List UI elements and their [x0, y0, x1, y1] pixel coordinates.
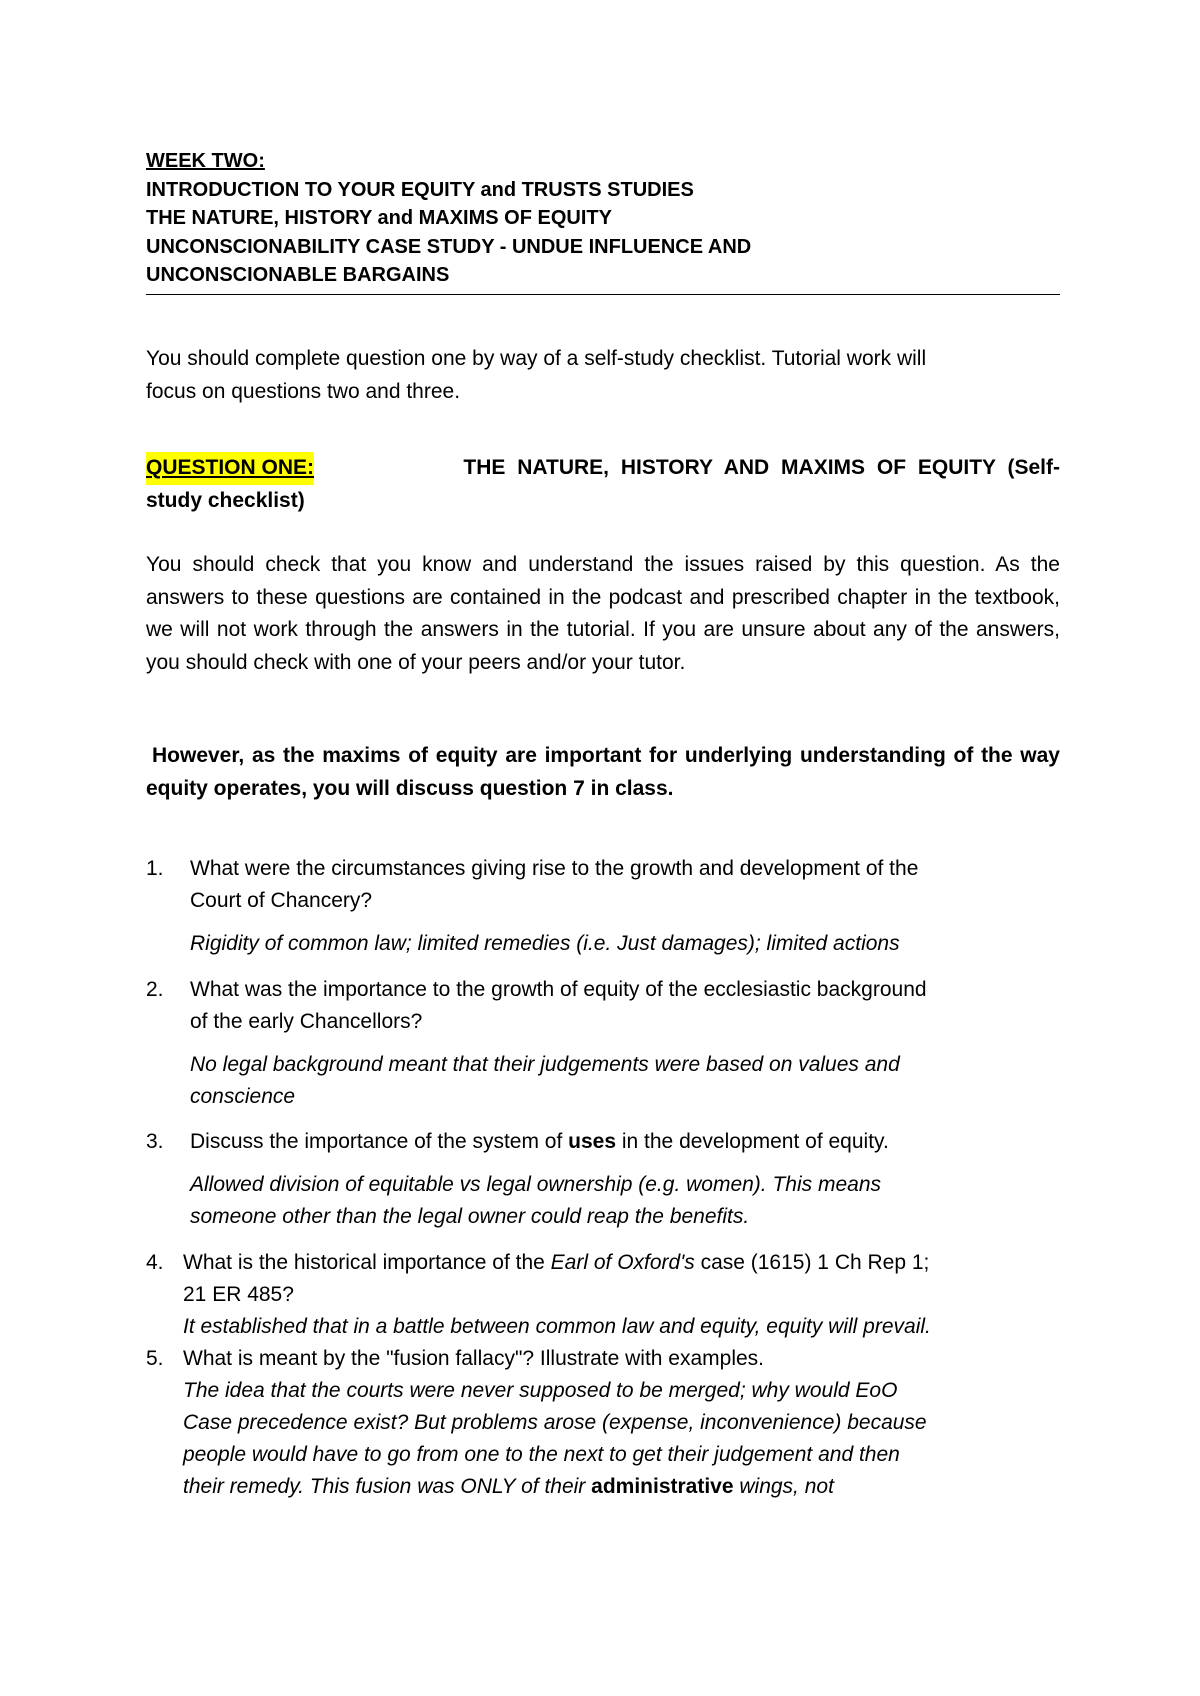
question-1-line-1: What were the circumstances giving rise to the growth and development of the	[190, 857, 919, 880]
header-line-1: INTRODUCTION TO YOUR EQUITY and TRUSTS STUDIES	[146, 178, 694, 201]
question-3-number: 3.	[146, 1130, 164, 1153]
check-paragraph: You should check that you know and understand the issues raised by this question. As the answers to these questions are contained in the podcast and prescribed chapter in the textbook, we will not work through the answers in the tutorial. If you are unsure about any of the answers, you should check with one of your peers and/or your tutor.	[146, 553, 1060, 674]
intro-paragraph	[146, 343, 1060, 408]
question-one-heading	[146, 452, 1060, 517]
question-5-answer-4-bold: administrative	[591, 1475, 734, 1498]
question-4-text-b: case (1615) 1 Ch Rep 1;	[694, 1251, 930, 1274]
question-3-line-1	[190, 1126, 1090, 1158]
question-5-number: 5.	[146, 1347, 164, 1370]
question-1	[190, 853, 1090, 960]
question-2-answer-2: conscience	[190, 1085, 296, 1108]
question-4-number: 4.	[146, 1251, 164, 1274]
question-4-answer: It established that in a battle between common law and equity, equity will prevail.	[183, 1315, 931, 1338]
header-line-2: THE NATURE, HISTORY and MAXIMS OF EQUITY	[146, 207, 612, 229]
question-4-text-a: What is the historical importance of the	[183, 1251, 551, 1274]
however-paragraph: However, as the maxims of equity are important for underlying understanding of the way equity operates, you will discuss question 7 in class.	[146, 744, 1060, 800]
header-line-3: UNCONSCIONABILITY CASE STUDY - UNDUE INFLUENCE AND	[146, 235, 752, 258]
question-3-text-b: in the development of equity.	[616, 1130, 889, 1153]
question-5-answer-2: Case precedence exist? But problems arose (expense, inconvenience) because	[183, 1411, 927, 1434]
question-5-answer-4	[183, 1471, 1083, 1503]
question-2	[190, 974, 1090, 1113]
question-4	[183, 1247, 1083, 1343]
question-2-line-2: of the early Chancellors?	[190, 1010, 423, 1033]
question-one-title-b: study checklist)	[146, 488, 305, 512]
intro-line-2: focus on questions two and three.	[146, 379, 461, 403]
document-header	[146, 147, 1060, 295]
question-4-text-italic: Earl of Oxford's	[550, 1251, 695, 1274]
question-3-text-a: Discuss the importance of the system of	[190, 1130, 569, 1153]
header-line-4: UNCONSCIONABLE BARGAINS	[146, 264, 450, 286]
week-heading: WEEK TWO:	[146, 150, 265, 172]
question-1-number: 1.	[146, 857, 164, 880]
question-5-answer-3: people would have to go from one to the next to get their judgement and then	[183, 1443, 900, 1466]
question-2-answer-1: No legal background meant that their judgements were based on values and	[190, 1053, 900, 1076]
question-3-answer-1: Allowed division of equitable vs legal ownership (e.g. women). This means	[190, 1173, 882, 1196]
question-2-line-1: What was the importance to the growth of equity of the ecclesiastic background	[190, 978, 927, 1001]
question-3-text-bold: uses	[568, 1130, 617, 1153]
question-2-number: 2.	[146, 978, 164, 1001]
question-3-answer-2: someone other than the legal owner could reap the benefits.	[190, 1205, 750, 1228]
question-one-label: QUESTION ONE:	[146, 452, 314, 485]
question-5-answer-4b: wings, not	[733, 1475, 834, 1498]
question-one-title-a: THE NATURE, HISTORY AND MAXIMS OF EQUITY (Self-	[463, 456, 1060, 479]
question-5-line-1: What is meant by the "fusion fallacy"? Illustrate with examples.	[183, 1347, 764, 1370]
question-1-answer: Rigidity of common law; limited remedies (i.e. Just damages); limited actions	[190, 932, 900, 955]
question-4-line-2: 21 ER 485?	[183, 1283, 294, 1306]
question-3	[190, 1126, 1090, 1233]
question-5-answer-1: The idea that the courts were never supposed to be merged; why would EoO	[183, 1379, 898, 1402]
question-1-line-2: Court of Chancery?	[190, 889, 373, 912]
question-4-line-1	[183, 1247, 1083, 1279]
question-5-answer-4a: their remedy. This fusion was ONLY of their	[183, 1475, 592, 1498]
question-5	[183, 1343, 1083, 1503]
intro-line-1: You should complete question one by way of a self-study checklist. Tutorial work will	[146, 347, 927, 370]
